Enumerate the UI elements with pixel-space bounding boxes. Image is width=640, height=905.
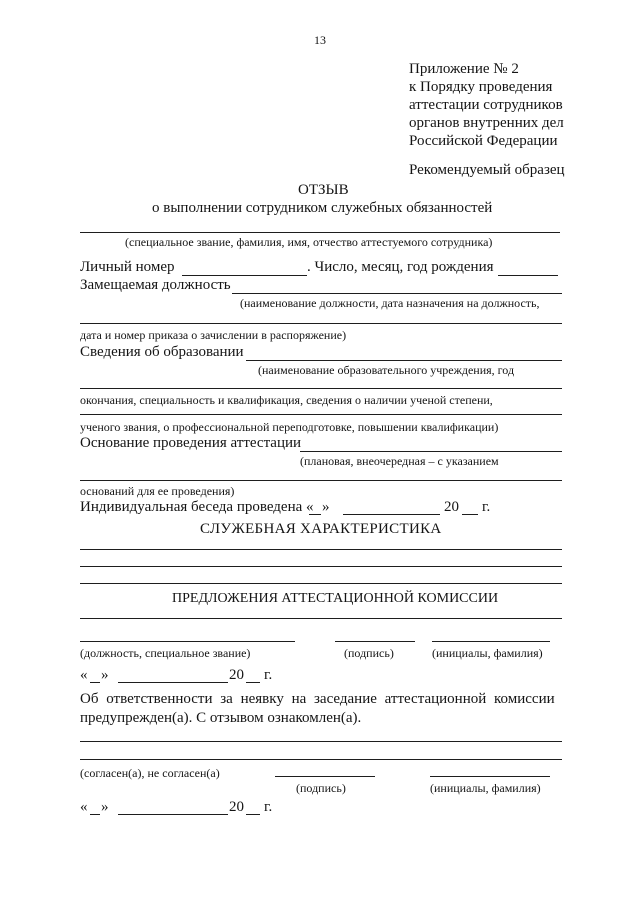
sig2-signature-hint: (подпись): [296, 781, 346, 795]
rank-name-hint: (специальное звание, фамилия, имя, отчество аттестуемого сотрудника): [125, 235, 493, 249]
commission-date-close: »: [101, 667, 109, 683]
interview-quote-close: »: [322, 499, 330, 515]
warning-line-2: предупрежден(а). С отзывом ознакомлен(а).: [80, 710, 362, 726]
final-year-suffix: г.: [264, 799, 273, 815]
acknowledgement-line-1[interactable]: [80, 741, 562, 742]
final-month-field[interactable]: [118, 814, 228, 815]
final-year-prefix: 20: [229, 799, 244, 815]
commission-year-prefix: 20: [229, 667, 244, 683]
appendix-line-4: органов внутренних дел: [409, 115, 564, 131]
commission-date-open: «: [80, 667, 88, 683]
document-title: ОТЗЫВ: [298, 182, 349, 198]
education-label: Сведения об образовании: [80, 344, 244, 360]
interview-year-field[interactable]: [462, 514, 478, 515]
interview-label: Индивидуальная беседа проведена «: [80, 499, 314, 515]
basis-field[interactable]: [300, 451, 562, 452]
acknowledgement-line-2[interactable]: [80, 759, 562, 760]
sig-position-hint: (должность, специальное звание): [80, 646, 251, 660]
position-hint: (наименование должности, дата назначения на должность,: [240, 296, 540, 310]
education-hint-2: окончания, специальность и квалификация, сведения о наличии ученой степени,: [80, 393, 493, 407]
birth-date-field[interactable]: [498, 275, 558, 276]
sig-signature-line[interactable]: [335, 641, 415, 642]
commission-year-field[interactable]: [246, 682, 260, 683]
commission-line-1[interactable]: [80, 618, 562, 619]
interview-month-field[interactable]: [343, 514, 440, 515]
warning-line-1: Об ответственности за неявку на заседание аттестационной комиссии: [80, 691, 555, 707]
characteristic-line-2[interactable]: [80, 566, 562, 567]
appendix-line-5: Российской Федерации: [409, 133, 558, 149]
sig-name-hint: (инициалы, фамилия): [432, 646, 543, 660]
characteristic-line-3[interactable]: [80, 583, 562, 584]
sig-position-line[interactable]: [80, 641, 295, 642]
appendix-line-1: Приложение № 2: [409, 61, 519, 77]
interview-year-suffix: г.: [482, 499, 491, 515]
appendix-line-2: к Порядку проведения: [409, 79, 553, 95]
service-characteristic-title: СЛУЖЕБНАЯ ХАРАКТЕРИСТИКА: [200, 521, 442, 537]
sig2-name-line[interactable]: [430, 776, 550, 777]
education-hint-3: ученого звания, о профессиональной переподготовке, повышении квалификации): [80, 420, 499, 434]
sig2-name-hint: (инициалы, фамилия): [430, 781, 541, 795]
agree-hint: (согласен(а), не согласен(а): [80, 766, 220, 780]
commission-day-field[interactable]: [90, 682, 100, 683]
final-date-open: «: [80, 799, 88, 815]
personal-number-field[interactable]: [182, 275, 307, 276]
position-field-line-2[interactable]: [80, 323, 562, 324]
sig-signature-hint: (подпись): [344, 646, 394, 660]
final-year-field[interactable]: [246, 814, 260, 815]
sig2-signature-line[interactable]: [275, 776, 375, 777]
birth-date-label: . Число, месяц, год рождения: [307, 259, 494, 275]
position-label: Замещаемая должность: [80, 277, 231, 293]
basis-label: Основание проведения аттестации: [80, 435, 302, 451]
appendix-line-3: аттестации сотрудников: [409, 97, 563, 113]
interview-day-field[interactable]: [309, 514, 321, 515]
basis-hint-1: (плановая, внеочередная – с указанием: [300, 454, 499, 468]
rank-name-line[interactable]: [80, 232, 560, 233]
sig-name-line[interactable]: [432, 641, 550, 642]
final-day-field[interactable]: [90, 814, 100, 815]
education-field-line-2[interactable]: [80, 388, 562, 389]
page-number: 13: [314, 33, 326, 47]
education-field[interactable]: [246, 360, 562, 361]
education-hint-1: (наименование образовательного учреждения, год: [258, 363, 515, 377]
position-field[interactable]: [232, 293, 562, 294]
commission-month-field[interactable]: [118, 682, 228, 683]
education-field-line-3[interactable]: [80, 414, 562, 415]
basis-field-line-2[interactable]: [80, 480, 562, 481]
recommended-sample: Рекомендуемый образец: [409, 162, 565, 178]
final-date-close: »: [101, 799, 109, 815]
commission-year-suffix: г.: [264, 667, 273, 683]
document-subtitle: о выполнении сотрудником служебных обязанностей: [152, 200, 493, 216]
commission-title: ПРЕДЛОЖЕНИЯ АТТЕСТАЦИОННОЙ КОМИССИИ: [172, 591, 499, 606]
interview-year-prefix: 20: [444, 499, 459, 515]
basis-hint-2: оснований для ее проведения): [80, 484, 235, 498]
order-hint: дата и номер приказа о зачислении в распоряжение): [80, 328, 347, 342]
characteristic-line-1[interactable]: [80, 549, 562, 550]
personal-number-label: Личный номер: [80, 259, 175, 275]
